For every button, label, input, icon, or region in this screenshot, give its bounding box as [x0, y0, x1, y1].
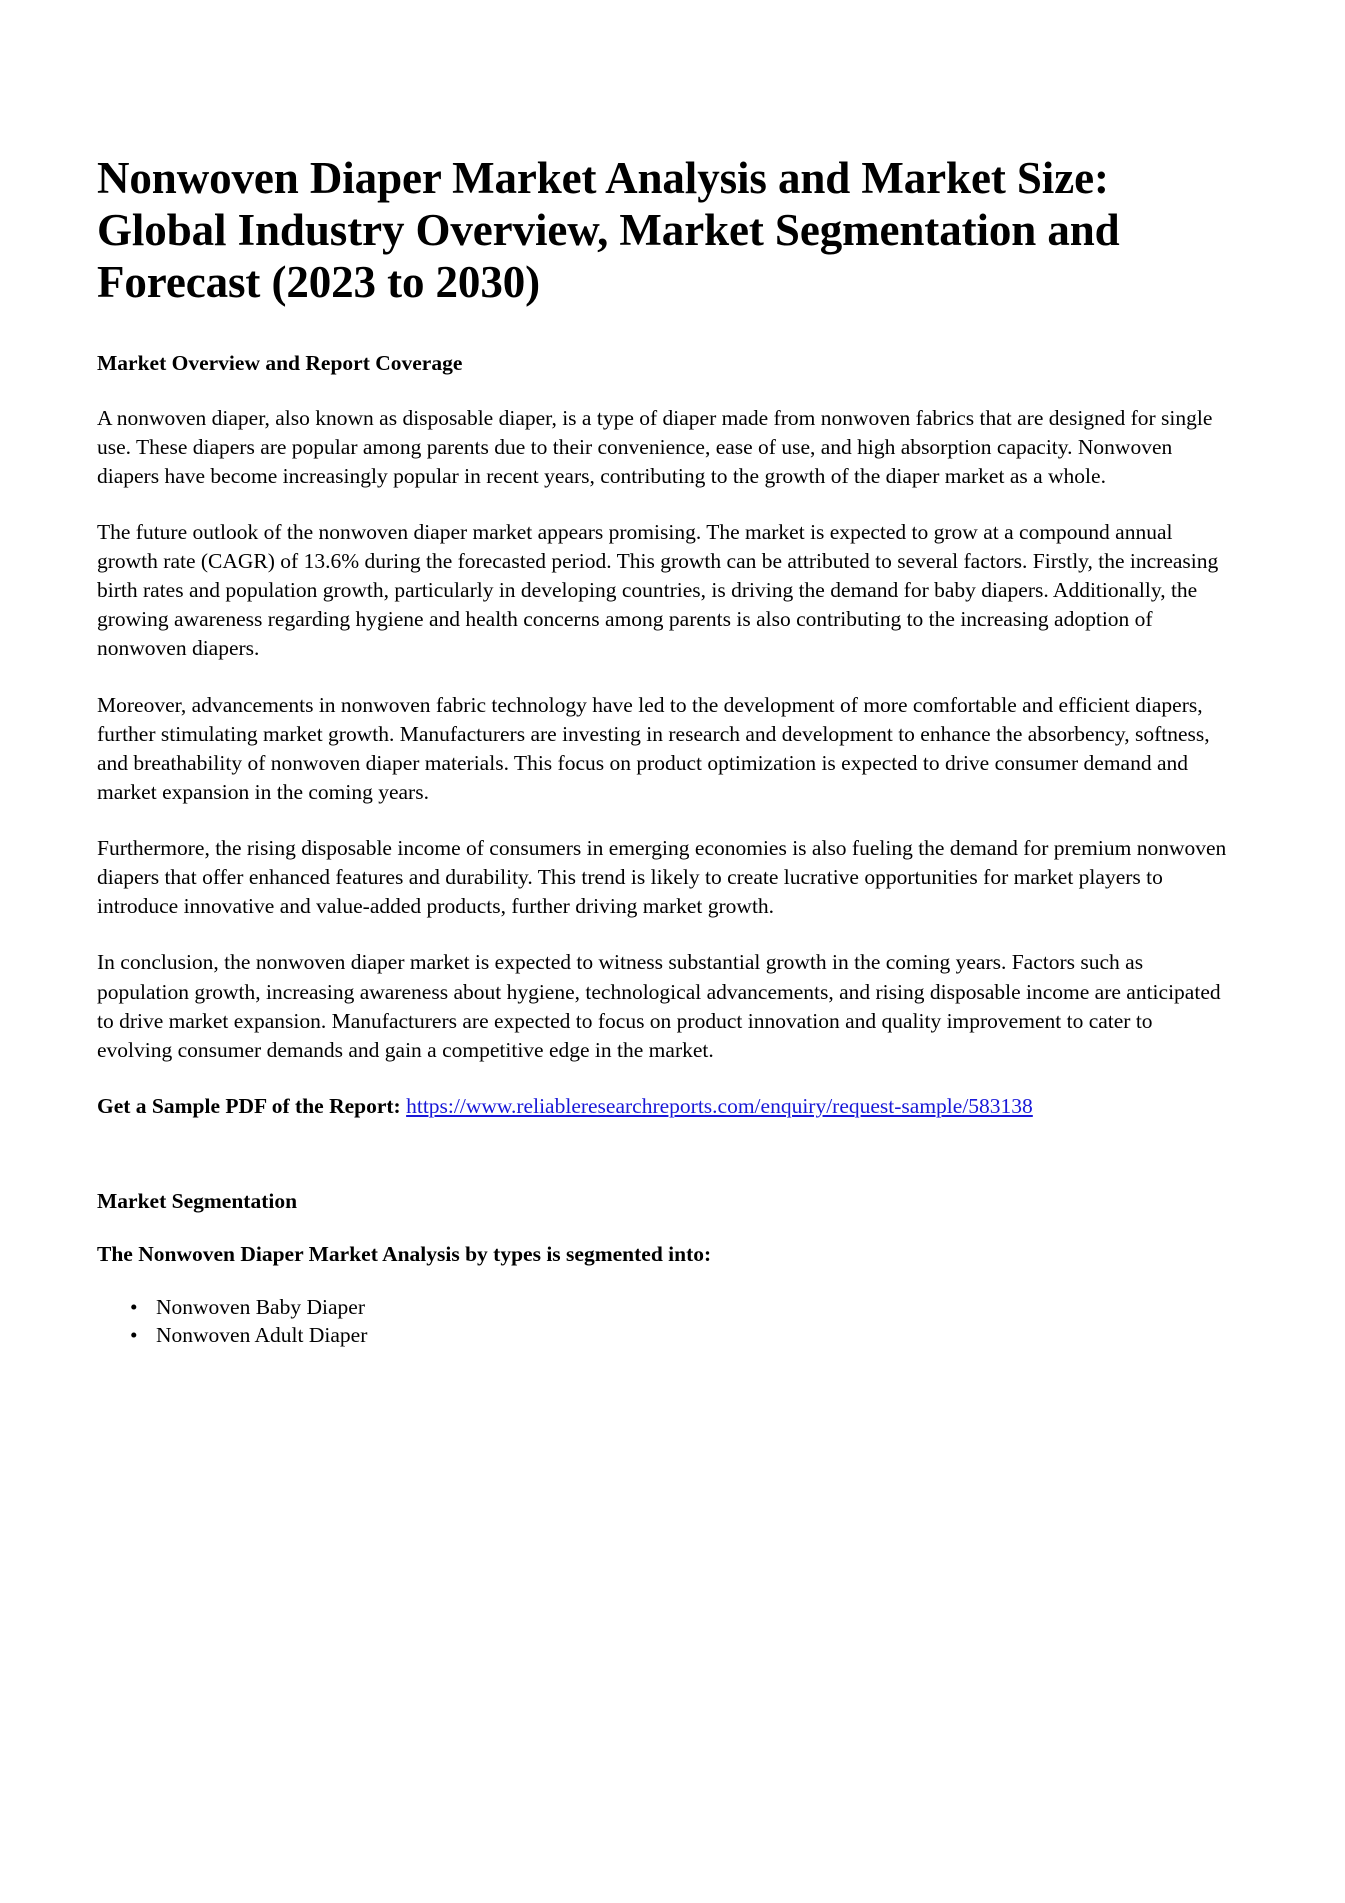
sample-pdf-label: Get a Sample PDF of the Report: — [97, 1093, 401, 1118]
sample-pdf-line — [97, 1092, 1227, 1121]
paragraph-technology-advancements: Moreover, advancements in nonwoven fabric technology have led to the development of more comfortable and efficient diapers, further stimulating market growth. Manufacturers are investing in research and development to enhance the absorbency, softness, and breathability of nonwoven diaper materials. This focus on product optimization is expected to drive consumer demand and market expansion in the coming years. — [97, 692, 1210, 804]
paragraph-future-outlook: The future outlook of the nonwoven diaper market appears promising. The market is expected to grow at a compound annual growth rate (CAGR) of 13.6% during the forecasted period. This growth can be attributed to several factors. Firstly, the increasing birth rates and population growth, particularly in developing countries, is driving the demand for baby diapers. Additionally, the growing awareness regarding hygiene and health concerns among parents is also contributing to the increasing adoption of nonwoven diapers. — [97, 519, 1219, 661]
segment-types-list — [97, 1293, 1227, 1350]
document-content — [97, 152, 1227, 1350]
subheading-segmentation-by-types: The Nonwoven Diaper Market Analysis by types is segmented into: — [97, 1242, 712, 1267]
section-spacer — [97, 1121, 1227, 1187]
heading-market-overview: Market Overview and Report Coverage — [97, 350, 463, 375]
paragraph-disposable-income: Furthermore, the rising disposable income of consumers in emerging economies is also fueling the demand for premium nonwoven diapers that offer enhanced features and durability. This trend is likely to create lucrative opportunities for market players to introduce innovative and value-added products, further driving market growth. — [97, 836, 1227, 919]
paragraph-conclusion: In conclusion, the nonwoven diaper market is expected to witness substantial growth in the coming years. Factors such as population growth, increasing awareness about hygiene, technological advancements, and rising disposable income are anticipated to drive market expansion. Manufacturers are expected to focus on product innovation and quality improvement to cater to evolving consumer demands and gain a competitive edge in the market. — [97, 950, 1221, 1062]
paragraph-definition: A nonwoven diaper, also known as disposable diaper, is a type of diaper made from nonwoven fabrics that are designed for single use. These diapers are popular among parents due to their convenience, ease of use, and high absorption capacity. Nonwoven diapers have become increasingly popular in recent years, contributing to the growth of the diaper market as a whole. — [97, 405, 1213, 488]
list-item: • Nonwoven Adult Diaper — [156, 1321, 1227, 1349]
list-item: • Nonwoven Baby Diaper — [156, 1293, 1227, 1321]
page-title: Nonwoven Diaper Market Analysis and Market Size: Global Industry Overview, Market Segmentation and Forecast (2023 to 2030) — [97, 153, 1120, 308]
sample-pdf-link[interactable]: https://www.reliableresearchreports.com/enquiry/request-sample/583138 — [406, 1093, 1033, 1118]
heading-market-segmentation: Market Segmentation — [97, 1189, 298, 1214]
